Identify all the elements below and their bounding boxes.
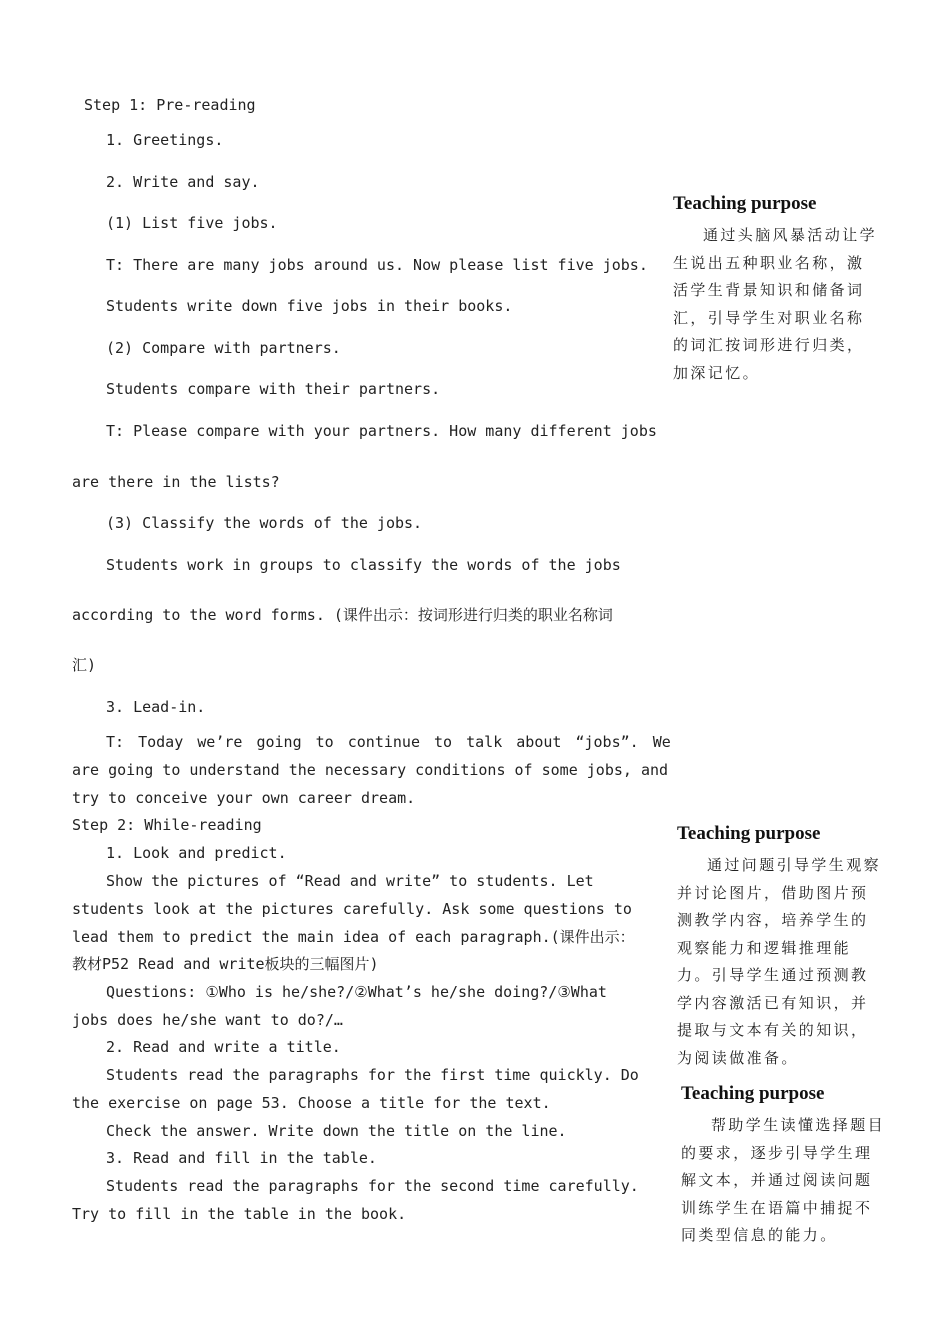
text-line: 2. Write and say.	[106, 173, 260, 191]
text-line: 汇)	[72, 656, 97, 674]
text-line: T: There are many jobs around us. Now please list five jobs.	[106, 256, 648, 274]
text-line: T: Please compare with your partners. How many different jobs	[106, 422, 657, 440]
teaching-purpose-box	[677, 822, 882, 1067]
text-line: Check the answer. Write down the title on the line.	[106, 1122, 567, 1140]
text-line: students look at the pictures carefully. Ask some questions to	[72, 900, 632, 918]
text-line: 3. Read and fill in the table.	[106, 1149, 377, 1167]
teaching-purpose-text: 通过头脑风暴活动让学生说出五种职业名称，激活学生背景知识和储备词汇，引导学生对职业名称的词汇按词形进行归类，加深记忆。	[673, 226, 878, 382]
text-line: 3. Lead-in.	[106, 698, 206, 716]
text-line: Students work in groups to classify the words of the jobs	[106, 556, 621, 574]
text-line: are going to understand the necessary conditions of some jobs, and	[72, 761, 669, 779]
text-line: (3) Classify the words of the jobs.	[106, 514, 423, 532]
step-heading: Step 1: Pre-reading	[84, 96, 256, 114]
text-line: (2) Compare with partners.	[106, 339, 341, 357]
text-line: Students compare with their partners.	[106, 380, 441, 398]
text-line: (1) List five jobs.	[106, 214, 278, 232]
teaching-purpose-title: Teaching purpose	[673, 193, 817, 214]
teaching-purpose-title: Teaching purpose	[681, 1083, 825, 1104]
text-line: Students write down five jobs in their books.	[106, 297, 513, 315]
teaching-purpose-box	[681, 1082, 886, 1252]
teaching-purpose-text: 通过问题引导学生观察并讨论图片，借助图片预测教学内容，培养学生的观察能力和逻辑推理能力。引导学生通过预测教学内容激活已有知识，并提取与文本有关的知识，为阅读做准备。	[677, 856, 882, 1067]
text-line: Students read the paragraphs for the second time carefully.	[106, 1177, 639, 1195]
text-line: try to conceive your own career dream.	[72, 789, 416, 807]
text-line: T: Today we’re going to continue to talk about “jobs”. We	[106, 733, 671, 751]
step-heading: Step 2: While-reading	[72, 816, 262, 834]
teaching-purpose-title: Teaching purpose	[677, 823, 821, 844]
text-line: 1. Look and predict.	[106, 844, 287, 862]
text-line: Questions: ①Who is he/she?/②What’s he/she doing?/③What	[106, 983, 607, 1001]
text-line: Students read the paragraphs for the first time quickly. Do	[106, 1066, 639, 1084]
text-line: lead them to predict the main idea of each paragraph.(课件出示：	[72, 928, 635, 946]
text-line: are there in the lists?	[72, 473, 280, 491]
text-line: 1. Greetings.	[106, 131, 224, 149]
teaching-purpose-text: 帮助学生读懂选择题目的要求，逐步引导学生理解文本，并通过阅读问题训练学生在语篇中捕捉不同类型信息的能力。	[681, 1116, 886, 1244]
text-line: Try to fill in the table in the book.	[72, 1205, 407, 1223]
text-line: Show the pictures of “Read and write” to students. Let	[106, 872, 594, 890]
text-line: jobs does he/she want to do?/…	[72, 1011, 343, 1029]
teaching-purpose-box	[673, 192, 878, 382]
text-line: 教材P52 Read and write板块的三幅图片)	[72, 955, 379, 973]
text-line: according to the word forms. (课件出示：按词形进行归类的职业名称词	[72, 606, 613, 624]
text-line: 2. Read and write a title.	[106, 1038, 341, 1056]
text-line: the exercise on page 53. Choose a title for the text.	[72, 1094, 551, 1112]
